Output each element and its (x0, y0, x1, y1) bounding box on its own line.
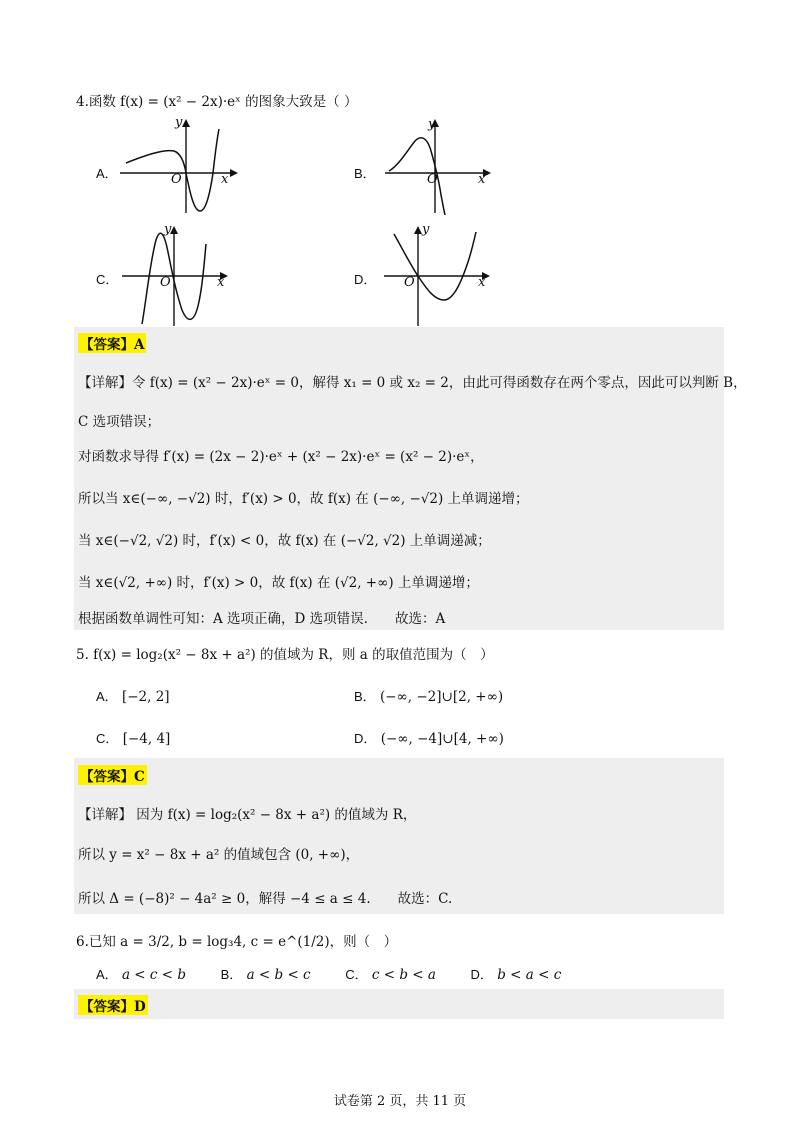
q4-detail-line-5: 当 x∈(−√2, √2) 时，f′(x) < 0，故 f(x) 在 (−√2, √2) 上单调递减； (78, 533, 491, 549)
q6-answer-box (74, 989, 724, 1019)
q5-option-c-label: C． (96, 731, 119, 746)
q5-detail-line-2: 所以 y = x² − 8x + a² 的值域包含 (0, +∞)， (78, 847, 360, 863)
q4-a-x-label: x (221, 172, 229, 187)
q4-b-origin: O (427, 172, 438, 187)
q4-c-x-label: x (217, 275, 225, 290)
q4-detail-line-6: 当 x∈(√2, +∞) 时，f′(x) > 0，故 f(x) 在 (√2, +∞) 上单调递增； (78, 575, 479, 591)
q4-option-a-label: A． (96, 166, 118, 181)
q4-a-y-label: y (175, 115, 183, 130)
q6-option-c-label: C． (345, 967, 368, 982)
q6-option-d-label: D． (470, 967, 493, 982)
q5-option-c-text: [−4, 4] (122, 731, 171, 747)
q5-option-d-text: (−∞, −4]∪[4, +∞) (380, 731, 504, 747)
q4-d-x-label: x (478, 275, 486, 290)
q4-detail-line-4: 所以当 x∈(−∞, −√2) 时，f′(x) > 0，故 f(x) 在 (−∞, −√2) 上单调递增； (78, 491, 529, 507)
q4-c-origin: O (160, 275, 171, 290)
q4-answer-tag: 【答案】A (78, 333, 146, 353)
q6-option-b-label: B． (220, 967, 243, 982)
q6-option-a-text: a < c < b (121, 967, 187, 983)
q4-option-b-label: B． (354, 166, 376, 181)
q4-detail-line-7: 根据函数单调性可知：A 选项正确，D 选项错误. 故选：A (78, 611, 446, 627)
q5-option-b (354, 686, 503, 705)
q4-option-c-label: C． (96, 272, 119, 287)
q5-option-b-label: B． (354, 689, 376, 704)
q4-detail-line-2: C 选项错误； (78, 414, 161, 430)
q6-options (96, 964, 561, 983)
q6-option-d-text: b < a < c (497, 967, 562, 983)
q4-graph-b (383, 115, 493, 215)
q6-option-c-text: c < b < a (371, 967, 436, 983)
q5-detail-line-3: 所以 Δ = (−8)² − 4a² ≥ 0，解得 −4 ≤ a ≤ 4. 故选：C. (78, 891, 453, 907)
q4-b-x-label: x (478, 172, 486, 187)
q4-detail-line-1: 【详解】令 f(x) = (x² − 2x)·eˣ = 0，解得 x₁ = 0 或 x₂ = 2，由此可得函数存在两个零点，因此可以判断 B， (78, 375, 747, 391)
q4-c-y-label: y (164, 222, 172, 237)
q4-d-y-label: y (422, 222, 430, 237)
q5-option-b-text: (−∞, −2]∪[2, +∞) (379, 689, 504, 705)
q4-graph-c (120, 222, 232, 328)
q4-stem: 4.函数 f(x) = (x² − 2x)·eˣ 的图象大致是（ ） (76, 94, 358, 110)
q6-option-a-label: A． (96, 967, 118, 982)
q5-option-a-label: A． (96, 689, 118, 704)
page-footer: 试卷第 2 页，共 11 页 (333, 1094, 467, 1109)
q5-option-a (96, 686, 170, 705)
q4-b-y-label: y (428, 117, 436, 132)
q6-option-b-text: a < b < c (246, 967, 311, 983)
q4-graph-a (118, 115, 238, 215)
q4-d-origin: O (404, 275, 415, 290)
q5-option-a-text: [−2, 2] (121, 689, 170, 705)
q5-stem: 5. f(x) = log₂(x² − 8x + a²) 的值域为 R，则 a 的取值范围为（ ） (76, 647, 494, 663)
q5-option-d (354, 728, 504, 747)
q6-answer-tag: 【答案】D (78, 995, 148, 1015)
q4-a-origin: O (171, 172, 182, 187)
q5-option-c (96, 728, 170, 747)
q4-option-d-label: D． (354, 272, 377, 287)
q6-stem: 6.已知 a = 3/2, b = log₃4, c = e^(1/2)，则（ ） (76, 934, 398, 950)
q5-answer-tag: 【答案】C (78, 765, 147, 785)
q5-detail-line-1: 【详解】 因为 f(x) = log₂(x² − 8x + a²) 的值域为 R， (78, 807, 417, 823)
q4-detail-line-3: 对函数求导得 f′(x) = (2x − 2)·eˣ + (x² − 2x)·eˣ = (x² − 2)·eˣ， (78, 449, 484, 465)
q5-option-d-label: D． (354, 731, 377, 746)
